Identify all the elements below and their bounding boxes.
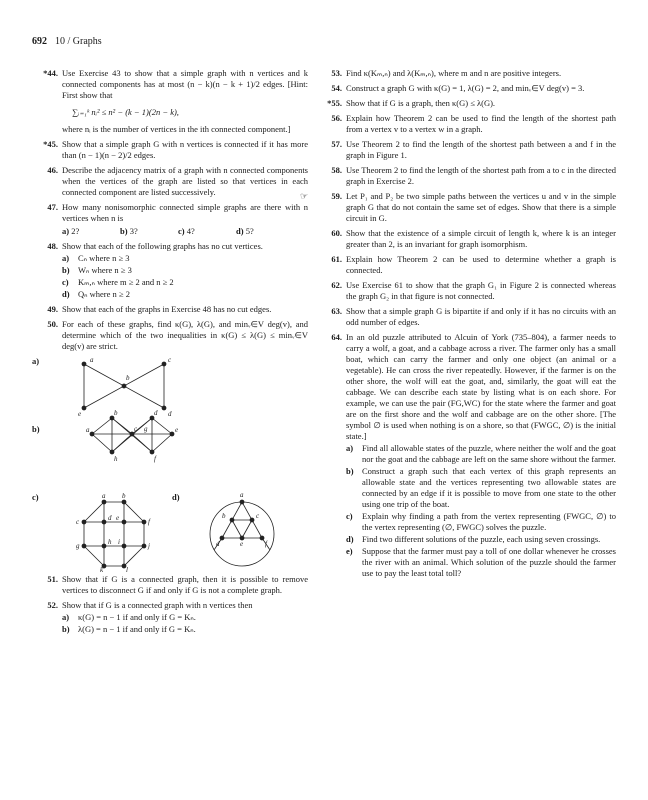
figure-d-label: d)	[172, 492, 180, 502]
svg-text:e: e	[78, 410, 82, 418]
svg-text:i: i	[118, 538, 120, 546]
exercise-64: 64. In an old puzzle attributed to Alcuin of York (735–804), a farmer needs to carry a wolf, a goat, and a cabbage across a river. The farmer only has a small boat, which can carry the farmer and only one object (an animal or a vegetable). He can cross the river repeatedly. However, if the farmer is on the other shore, the wolf will eat the goat, and, similarly, the goat will eat the cabbage. We can describe each state by listing what is on each shore. For example, we can use the pair (FG,WC) for the state where the farmer and goat are on the first shore and the wolf and cabbage are on the other shore. [The symbol ∅ is used when nothing is on a shore, so that (FWGC, ∅) is the initial state.] a) Find all allowable states of the puzzle, where neither the wolf and the goat nor the goat and the cabbage are left on the same shore without the farmer. b) Construct a graph such that each vertex of this graph represents an allowable state and the vertices representing two allowable states are connected by an edge if it is possible to move from one state to the other using one trip of the boat. c) Explain why finding a path from the vertex representing (FWGC, ∅) to the vertex representing (∅, FWGC) solves the puzzle. d) Find two different solutions of the puzzle, each using seven crossings. e) Suppose that the farmer must pay a toll of one dollar whenever he crosses the river with an animal. Which solution of the puzzle should the farmer use to pay the least total toll?	[331, 332, 616, 578]
vertex	[82, 406, 86, 410]
figure-c-label: c)	[32, 492, 39, 502]
svg-text:g: g	[144, 425, 148, 433]
exercise-51: 51. Show that if G is a connected graph, then it is possible to remove vertices to disconnect G if and only if G is not a complete graph.	[47, 574, 308, 595]
exercise-58: 58. Use Theorem 2 to find the length of the shortest path from a to c in the directed graph in Exercise 2.	[331, 165, 616, 186]
svg-text:e: e	[240, 540, 244, 548]
vertex	[82, 544, 86, 548]
exercise-57: 57. Use Theorem 2 to find the length of the shortest path between a and f in the graph in Figure 1.	[331, 139, 616, 160]
vertex	[110, 450, 114, 454]
exercise-63: 63. Show that a simple graph G is bipartite if and only if it has no circuits with an odd number of edges.	[331, 306, 616, 327]
pointing-hand-icon: ☞	[300, 191, 309, 201]
figure-a-label: a)	[32, 356, 40, 366]
svg-text:b: b	[122, 492, 126, 500]
graph-b	[90, 416, 174, 454]
page-header	[32, 36, 102, 47]
vertex	[150, 450, 154, 454]
right-column	[300, 68, 616, 583]
exercise-44: *44. Use Exercise 43 to show that a simple graph with n vertices and k connected components has at most (n − k)(n − k + 1)/2 edges. [Hint: First show that ∑ᵢ₌₁ᵏ nᵢ² ≤ n² − (k − 1)(2n − k), where nᵢ is the number of vertices in the ith connected component.]	[43, 68, 308, 134]
vertex	[122, 500, 126, 504]
vertex	[122, 384, 126, 388]
section-title: 10 / Graphs	[55, 36, 102, 47]
svg-text:f: f	[265, 540, 267, 548]
svg-text:j: j	[148, 542, 150, 550]
vertex	[102, 544, 106, 548]
exercise-53: 53. Find κ(Kₘ,ₙ) and λ(Kₘ,ₙ), where m and n are positive integers.	[331, 68, 562, 78]
graph-a	[82, 362, 166, 410]
vertex	[82, 362, 86, 366]
svg-text:d: d	[108, 514, 112, 522]
graph-c	[82, 500, 146, 568]
figures	[32, 356, 308, 572]
svg-text:e: e	[116, 514, 120, 522]
svg-text:b: b	[114, 409, 118, 417]
svg-text:d: d	[154, 409, 158, 417]
exercise-50: 50. For each of these graphs, find κ(G), λ(G), and minᵥ∈V deg(v), and determine which of the two inequalities in κ(G) ≤ λ(G) ≤ minᵥ∈V deg(v) are strict.	[47, 319, 308, 351]
exercise-46: 46. Describe the adjacency matrix of a graph with n connected components when the vertices of the graph are listed so that vertices in each connected component are listed successively.	[47, 165, 308, 197]
exercise-48: 48. Show that each of the following graphs has no cut vertices. a) Cₙ where n ≥ 3 b) Wₙ where n ≥ 3 c) Kₘ,ₙ where m ≥ 2 and n ≥ 2 d) Qₙ where n ≥ 2	[47, 241, 263, 299]
exercise-45: *45. Show that a simple graph G with n vertices is connected if it has more than (n − 1)(n − 2)/2 edges.	[43, 139, 308, 160]
exercise-62: 62. Use Exercise 61 to show that the graph G₁ in Figure 2 is connected whereas the graph G₂ in that figure is not connected.	[331, 280, 616, 301]
vertex	[122, 544, 126, 548]
exercise-49: 49. Show that each of the graphs in Exercise 48 has no cut edges.	[47, 304, 272, 314]
vertex	[122, 520, 126, 524]
svg-text:c: c	[168, 356, 172, 364]
svg-text:d: d	[216, 540, 220, 548]
svg-text:b: b	[126, 374, 130, 382]
svg-text:c: c	[134, 425, 138, 433]
vertex	[102, 500, 106, 504]
svg-text:f: f	[154, 455, 156, 463]
exercise-54: 54. Construct a graph G with κ(G) = 1, λ(G) = 2, and minᵥ∈V deg(v) = 3.	[331, 83, 585, 93]
vertex	[250, 518, 254, 522]
svg-text:e: e	[175, 426, 179, 434]
svg-text:b: b	[222, 512, 226, 520]
svg-text:f: f	[148, 518, 150, 526]
svg-text:c: c	[76, 518, 80, 526]
exercise-47: 47. How many nonisomorphic connected simple graphs are there with n vertices when n is a) 2? b) 3? c) 4? d) 5?	[47, 202, 308, 236]
graph-figures	[62, 356, 308, 572]
exercise-60: 60. Show that the existence of a simple circuit of length k, where k is an integer greater than 2, is an invariant for graph isomorphism.	[331, 228, 616, 249]
exercise-52: 52. Show that if G is a connected graph with n vertices then a) κ(G) = n − 1 if and only if G = Kₙ. b) λ(G) = n − 1 if and only if G = Kₙ.	[47, 600, 253, 634]
vertex	[220, 536, 224, 540]
svg-text:d: d	[168, 410, 172, 418]
vertex	[142, 520, 146, 524]
answer-options: a) 2? b) 3? c) 4? d) 5?	[62, 226, 254, 236]
equation: ∑ᵢ₌₁ᵏ nᵢ² ≤ n² − (k − 1)(2n − k),	[72, 107, 179, 117]
vertex	[102, 520, 106, 524]
vertex	[240, 500, 244, 504]
vertex	[230, 518, 234, 522]
page-number: 692	[32, 36, 47, 47]
exercise-59: ☞ 59. Let P₁ and P₂ be two simple paths between the vertices u and v in the simple graph G that do not contain the same set of edges. Show that there is a simple circuit in G.	[300, 191, 616, 223]
vertex	[162, 406, 166, 410]
svg-text:c: c	[256, 512, 260, 520]
svg-text:a: a	[90, 356, 94, 364]
left-column	[32, 68, 308, 639]
svg-text:h: h	[114, 455, 118, 463]
svg-text:a: a	[86, 426, 90, 434]
vertex	[162, 362, 166, 366]
svg-text:a: a	[102, 492, 106, 500]
exercise-55: *55. Show that if G is a graph, then κ(G) ≤ λ(G).	[327, 98, 496, 108]
exercise-56: 56. Explain how Theorem 2 can be used to find the length of the shortest path from a vertex v to a vertex w in a graph.	[331, 113, 616, 134]
graph-d	[210, 500, 274, 566]
svg-text:a: a	[240, 491, 244, 499]
svg-text:k: k	[100, 566, 104, 572]
vertex	[90, 432, 94, 436]
vertex	[260, 536, 264, 540]
figure-b-label: b)	[32, 424, 40, 434]
exercise-61: 61. Explain how Theorem 2 can be used to determine whether a graph is connected.	[331, 254, 616, 275]
vertex	[142, 544, 146, 548]
vertex	[170, 432, 174, 436]
vertex	[82, 520, 86, 524]
svg-text:l: l	[126, 566, 128, 572]
svg-text:h: h	[108, 538, 112, 546]
svg-text:g: g	[76, 542, 80, 550]
